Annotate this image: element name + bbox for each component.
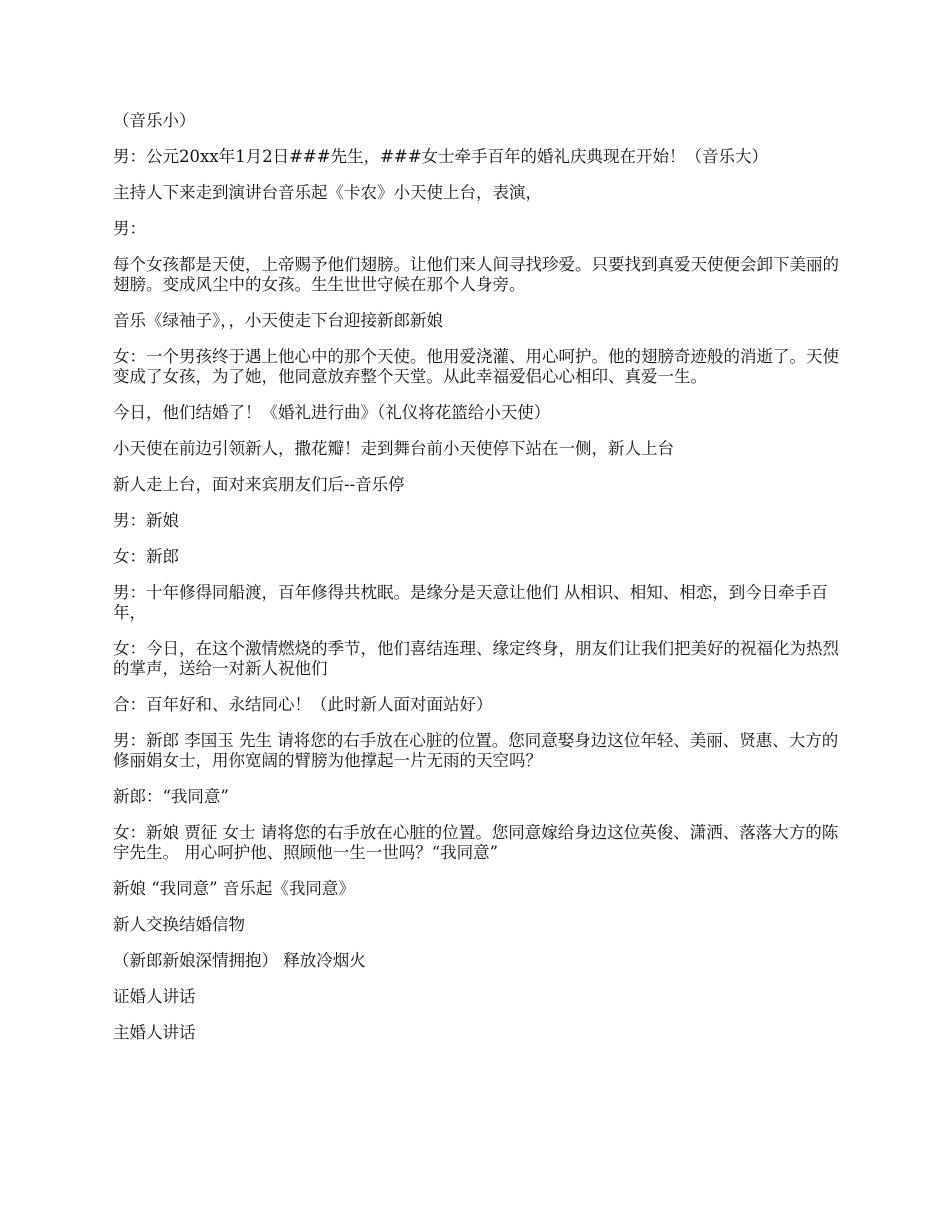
paragraph-fate-speech: 男：十年修得同船渡，百年修得共枕眠。是缘分是天意让他们 从相识、相知、相恋，到今日牵手百年， — [113, 583, 828, 622]
paragraph-groom-answer: 新郎：“我同意” — [113, 787, 229, 806]
paragraph-music-low: （音乐小） — [113, 111, 196, 130]
paragraph-boy-meets-angel: 女：一个男孩终于遇上他心中的那个天使。他用爱浇灌、用心呵护。他的翅膀奇迹般的消逝了。天使变成了女孩，为了她，他同意放弃整个天堂。从此幸福爱侣心心相印、真爱一生。 — [113, 347, 839, 386]
paragraph-groom-vow-question: 男：新郎 李国玉 先生 请将您的右手放在心脏的位置。您同意娶身边这位年轻、美丽、贤惠、大方的修丽娟女士，用你宽阔的臂膀为他撑起一片无雨的天空吗？ — [113, 731, 839, 770]
document-body — [113, 111, 841, 1059]
paragraph-greensleeves: 音乐《绿袖子》，，小天使走下台迎接新郎新娘 — [113, 311, 443, 330]
paragraph-exchange-tokens: 新人交换结婚信物 — [113, 915, 245, 934]
paragraph-wedding-march: 今日，他们结婚了！《婚礼进行曲》（礼仪将花篮给小天使） — [113, 403, 551, 422]
paragraph-female-groom: 女：新郎 — [113, 547, 179, 566]
paragraph-male-host-label: 男： — [113, 219, 146, 238]
paragraph-male-bride: 男：新娘 — [113, 511, 179, 530]
paragraph-music-stops: 新人走上台，面对来宾朋友们后--音乐停 — [113, 475, 405, 494]
paragraph-bride-vow-question: 女：新娘 贾征 女士 请将您的右手放在心脏的位置。您同意嫁给身边这位英俊、潇洒、落落大方的陈宇先生。 用心呵护他、照顾他一生一世吗？“我同意” — [113, 823, 839, 862]
paragraph-embrace-fireworks: （新郎新娘深情拥抱） 释放冷烟火 — [113, 951, 366, 970]
paragraph-bride-answer: 新娘 “我同意” 音乐起《我同意》 — [113, 879, 355, 898]
paragraph-angel-story: 每个女孩都是天使，上帝赐予他们翅膀。让他们来人间寻找珍爱。只要找到真爱天使便会卸下美丽的翅膀。变成风尘中的女孩。生生世世守候在那个人身旁。 — [113, 255, 839, 294]
paragraph-ceremony-start: 男：公元20xx年1月2日###先生，###女士牵手百年的婚礼庆典现在开始！（音乐大） — [113, 147, 769, 166]
paragraph-blessing-applause: 女：今日，在这个激情燃烧的季节，他们喜结连理、缘定终身，朋友们让我们把美好的祝福化为热烈的掌声，送给一对新人祝他们 — [113, 639, 839, 678]
paragraph-officiant-speech: 主婚人讲话 — [113, 1023, 196, 1042]
paragraph-witness-speech: 证婚人讲话 — [113, 987, 196, 1006]
paragraph-angel-leads: 小天使在前边引领新人，撒花瓣！走到舞台前小天使停下站在一侧，新人上台 — [113, 439, 674, 458]
paragraph-host-to-podium: 主持人下来走到演讲台音乐起《卡农》小天使上台，表演， — [113, 183, 542, 202]
paragraph-together-wish: 合：百年好和、永结同心！（此时新人面对面站好） — [113, 695, 493, 714]
